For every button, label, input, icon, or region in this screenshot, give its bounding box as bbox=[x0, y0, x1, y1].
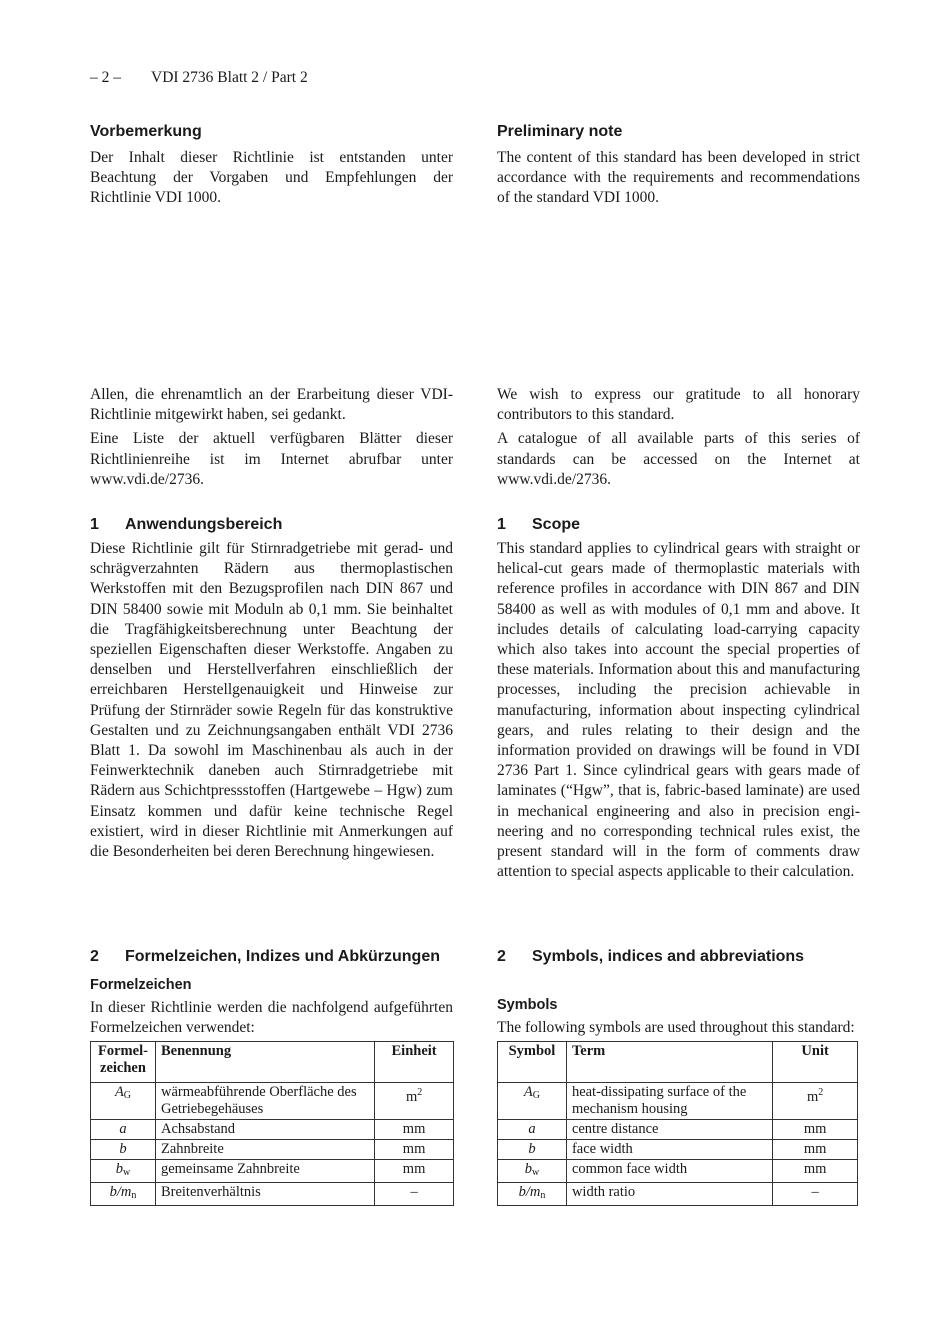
right-section-2 bbox=[497, 947, 860, 1206]
term-cell: Zahnbreite bbox=[155, 1140, 374, 1160]
right-thanks-text: We wish to express our gratitude to all honorary contributors to this standard. bbox=[497, 386, 860, 424]
column-header-term: Benennung bbox=[155, 1042, 374, 1083]
table-header-row bbox=[91, 1042, 454, 1083]
table-row bbox=[91, 1120, 454, 1140]
right-preliminary-heading: Preliminary note bbox=[497, 123, 623, 140]
term-cell: heat-dissipating surface of the mechanism housing bbox=[566, 1083, 772, 1120]
unit-cell: $m^2$ bbox=[773, 1083, 858, 1120]
symbol-cell: $b/m_n$ bbox=[91, 1183, 156, 1206]
table-row bbox=[498, 1120, 858, 1140]
page-header bbox=[90, 69, 308, 87]
left-preliminary-heading: Vorbemerkung bbox=[90, 123, 202, 140]
table-row bbox=[498, 1140, 858, 1160]
unit-cell: mm bbox=[375, 1140, 454, 1160]
symbol-cell: $A_G$ bbox=[91, 1083, 156, 1120]
table-row bbox=[498, 1183, 858, 1206]
table-row bbox=[91, 1160, 454, 1183]
table-header-row bbox=[498, 1042, 858, 1083]
left-section-2-number: 2 bbox=[90, 948, 99, 965]
term-cell: Breitenverhältnis bbox=[155, 1183, 374, 1206]
left-preliminary-section bbox=[90, 122, 453, 209]
term-cell: width ratio bbox=[566, 1183, 772, 1206]
left-section-2 bbox=[90, 947, 453, 1206]
left-section-2-heading bbox=[90, 947, 453, 967]
column-header-unit: Einheit bbox=[375, 1042, 454, 1083]
right-section-1-heading bbox=[497, 515, 860, 535]
right-symbols-subheading: Symbols bbox=[497, 997, 558, 1013]
unit-cell: mm bbox=[375, 1160, 454, 1183]
unit-cell: mm bbox=[375, 1120, 454, 1140]
symbol-cell: $b_w$ bbox=[498, 1160, 567, 1183]
symbol-cell: a bbox=[498, 1120, 567, 1140]
symbol-cell: a bbox=[91, 1120, 156, 1140]
symbol-cell: b bbox=[91, 1140, 156, 1160]
term-cell: wärmeabführende Oberfläche des Getriebegehäuses bbox=[155, 1083, 374, 1120]
right-section-1-title: Scope bbox=[532, 516, 581, 533]
symbol-cell: b bbox=[498, 1140, 567, 1160]
left-catalogue-text: Eine Liste der aktuell verfügbaren Blätter dieser Richtlinienreihe ist im Internet abrufbar unter www.vdi.de/2736. bbox=[90, 430, 453, 488]
column-header-term: Term bbox=[566, 1042, 772, 1083]
right-section-1 bbox=[497, 515, 860, 882]
left-section-1-number: 1 bbox=[90, 516, 99, 533]
document-title: VDI 2736 Blatt 2 / Part 2 bbox=[151, 69, 308, 86]
right-section-2-heading bbox=[497, 947, 860, 967]
symbol-cell: $b/m_n$ bbox=[498, 1183, 567, 1206]
term-cell: centre distance bbox=[566, 1120, 772, 1140]
right-section-2-number: 2 bbox=[497, 948, 506, 965]
table-row bbox=[91, 1083, 454, 1120]
unit-cell: mm bbox=[773, 1140, 858, 1160]
table-row bbox=[91, 1140, 454, 1160]
left-section-1-text: Diese Richtlinie gilt für Stirnradgetriebe mit gerad- und schrägverzahnten Rädern aus thermoplastischen Werkstoffen mit den Bezugsprofilen nach DIN 867 und DIN 58400 sowie mit Moduln ab 0,1 mm. Sie beinhaltet die Tragfähigkeitsberechnung unter Beachtung der speziellen Eigenschaften dieser Werkstoffe. Angaben zu denselben und Herstellverfahren einschließlich der erreichbaren Herstellgenauigkeit und Hinweise zur Prüfung der Stirnräder sowie Regeln für das konstruktive Gestalten und zu Zeichnungsangaben enthält VDI 2736 Blatt 1. Da sowohl im Maschinenbau als auch in der Feinwerktechnik daneben auch Stirnradgetriebe mit Rädern aus Schichtpressstoffen (Hartgewebe – Hgw) zum Einsatz kommen und dafür keine technische Regel existiert, wird in dieser Richtlinie mit Anmerkungen auf die Besonderheiten bei deren Berechnung hingewiesen. bbox=[90, 540, 453, 861]
left-section-1-title: Anwendungsbereich bbox=[125, 516, 283, 533]
left-symbols-subheading: Formelzeichen bbox=[90, 977, 192, 993]
left-acknowledgement-section bbox=[90, 385, 453, 490]
right-symbols-intro: The following symbols are used throughout this standard: bbox=[497, 1019, 855, 1036]
symbol-cell: $b_w$ bbox=[91, 1160, 156, 1183]
right-catalogue-text: A catalogue of all available parts of this series of standards can be accessed on the Internet at www.vdi.de/2736. bbox=[497, 430, 860, 488]
unit-cell: – bbox=[773, 1183, 858, 1206]
unit-cell: mm bbox=[773, 1120, 858, 1140]
right-symbols-table bbox=[497, 1041, 858, 1206]
right-section-1-text: This standard applies to cylindrical gears with straight or helical-cut gears made of thermoplastic materials with reference profiles in accordance with DIN 867 and DIN 58400 as well as with modules of 0,1 mm and above. It includes details of calculating load-carrying capacity which also takes into account the special properties of these materials. Information about this and manufacturing processes, including the precision achievable in manufacturing, information about inspecting cylindrical gears, and rules relating to their design and the information provided on drawings will be found in VDI 2736 Part 1. Since cylindrical gears with gears made of laminates (“Hgw”, that is, fabric-based laminate) are used in mechanical engineering and also in precision engineering and no corresponding technical rules exist, the present standard will in the form of comments draw attention to special aspects applicable to their calculation. bbox=[497, 540, 860, 881]
right-section-1-number: 1 bbox=[497, 516, 506, 533]
left-symbols-intro: In dieser Richtlinie werden die nachfolgend aufgeführten Formelzeichen verwendet: bbox=[90, 999, 453, 1037]
table-row bbox=[498, 1160, 858, 1183]
right-acknowledgement-section bbox=[497, 385, 860, 490]
right-section-2-title: Symbols, indices and abbreviations bbox=[532, 948, 805, 965]
term-cell: gemeinsame Zahnbreite bbox=[155, 1160, 374, 1183]
column-header-symbol: Formelzeichen bbox=[91, 1042, 156, 1083]
right-preliminary-section bbox=[497, 122, 860, 209]
right-preliminary-text: The content of this standard has been developed in strict accordance with the requirements and recommendations of the standard VDI 1000. bbox=[497, 149, 860, 207]
table-row bbox=[91, 1183, 454, 1206]
unit-cell: $m^2$ bbox=[375, 1083, 454, 1120]
column-header-symbol: Symbol bbox=[498, 1042, 567, 1083]
unit-cell: mm bbox=[773, 1160, 858, 1183]
table-row bbox=[498, 1083, 858, 1120]
left-section-2-title: Formelzeichen, Indizes und Abkürzungen bbox=[125, 948, 440, 965]
left-thanks-text: Allen, die ehrenamtlich an der Erarbeitung dieser VDI-Richtlinie mitgewirkt haben, sei gedankt. bbox=[90, 386, 453, 424]
left-preliminary-text: Der Inhalt dieser Richtlinie ist entstanden unter Beachtung der Vorgaben und Empfehlungen der Richtlinie VDI 1000. bbox=[90, 149, 453, 207]
unit-cell: – bbox=[375, 1183, 454, 1206]
left-section-1 bbox=[90, 515, 453, 862]
left-section-1-heading bbox=[90, 515, 453, 535]
symbol-cell: $A_G$ bbox=[498, 1083, 567, 1120]
left-symbols-table bbox=[90, 1041, 454, 1206]
column-header-unit: Unit bbox=[773, 1042, 858, 1083]
page-number: – 2 – bbox=[90, 69, 121, 86]
term-cell: face width bbox=[566, 1140, 772, 1160]
term-cell: Achsabstand bbox=[155, 1120, 374, 1140]
term-cell: common face width bbox=[566, 1160, 772, 1183]
